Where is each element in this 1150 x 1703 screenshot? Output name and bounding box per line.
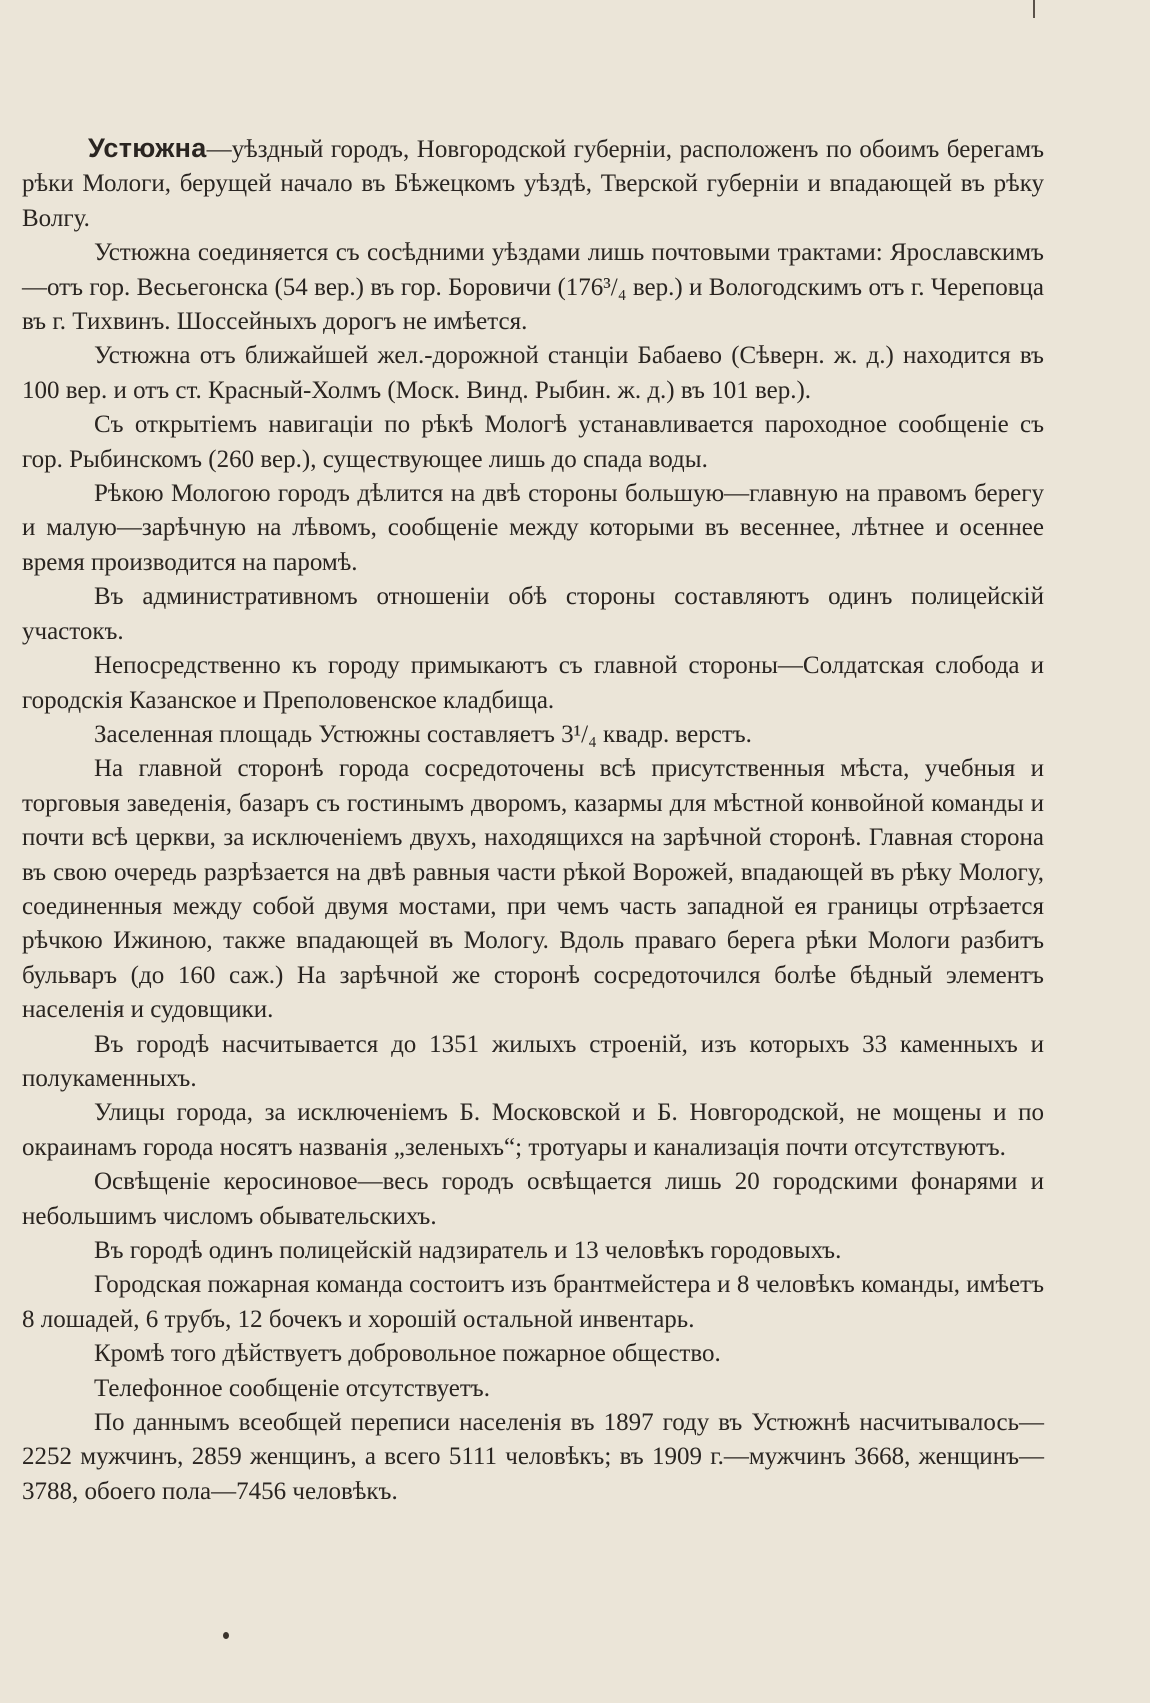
paragraph: Въ городѣ насчитывается до 1351 жилыхъ строеній, изъ которыхъ 33 каменныхъ и полукаменныхъ. [22, 1030, 1044, 1092]
title-word: Устюжна [88, 133, 207, 163]
paragraph: На главной сторонѣ города сосредоточены всѣ присутственныя мѣста, учебныя и торговыя заведенія, базаръ съ гостинымъ дворомъ, казармы для мѣстной конвойной команды и почти всѣ церкви, за исключеніемъ двухъ, находящихся на зарѣчной сторонѣ. Главная сторона въ свою очередь разрѣзается на двѣ равныя части рѣкой Ворожей, впадающей въ рѣку Мологу, соединенныя между собой двумя мостами, при чемъ часть западной ея границы отрѣзается рѣчкою Ижиною, также впадающей въ Мологу. Вдоль праваго берега рѣки Мологи разбитъ бульваръ (до 160 саж.) На зарѣчной же сторонѣ сосредоточился болѣе бѣдный элементъ населенія и судовщики. [22, 755, 1044, 1024]
intro-text: —уѣздный городъ, Новгородской губерніи, расположенъ по обоимъ берегамъ рѣки Мологи, берущей начало въ Бѣжецкомъ уѣздѣ, Тверской губерніи и впадающей въ рѣку Волгу. [22, 136, 1044, 232]
paragraph: Непосредственно къ городу примыкаютъ съ главной стороны—Солдатская слобода и городскія Казанское и Преполовенское кладбища. [22, 652, 1044, 714]
paragraph: Городская пожарная команда состоитъ изъ брантмейстера и 8 человѣкъ команды, имѣетъ 8 лошадей, 6 трубъ, 12 бочекъ и хорошій остальной инвентарь. [22, 1271, 1044, 1333]
paragraph: Кромѣ того дѣйствуетъ добровольное пожарное общество. [94, 1340, 721, 1368]
paragraph: Въ административномъ отношеніи обѣ стороны составляютъ одинъ полицейскій участокъ. [22, 583, 1044, 645]
paragraph-intro [22, 131, 1044, 236]
paragraph: Рѣкою Мологою городъ дѣлится на двѣ стороны большую—главную на правомъ берегу и малую—зарѣчную на лѣвомъ, сообщеніе между которыми въ весеннее, лѣтнее и осеннее время производится на паромѣ. [22, 480, 1044, 576]
paragraph: Освѣщеніе керосиновое—весь городъ освѣщается лишь 20 городскими фонарями и небольшимъ числомъ обывательскихъ. [22, 1168, 1044, 1230]
paragraph: Устюжна соединяется съ сосѣдними уѣздами лишь почтовыми трактами: Ярославскимъ—отъ гор. Весьегонска (54 вер.) въ гор. Боровичи (176³/₄ вер.) и Вологодскимъ отъ г. Череповца въ г. Тихвинъ. Шоссейныхъ дорогъ не имѣется. [22, 239, 1044, 336]
paragraph: Заселенная площадь Устюжны составляетъ 3¹/₄ квадр. верстъ. [94, 720, 752, 748]
ink-speck [223, 1632, 229, 1639]
page-edge-mark [1033, 0, 1035, 18]
body-text [22, 131, 1044, 1509]
paragraph: Съ открытіемъ навигаціи по рѣкѣ Мологѣ устанавливается пароходное сообщеніе съ гор. Рыбинскомъ (260 вер.), существующее лишь до спада воды. [22, 411, 1044, 473]
paragraph: Улицы города, за исключеніемъ Б. Московской и Б. Новгородской, не мощены и по окраинамъ города носятъ названія „зеленыхъ“; тротуары и канализація почти отсутствуютъ. [22, 1099, 1044, 1161]
paragraph: Устюжна отъ ближайшей жел.-дорожной станціи Бабаево (Сѣверн. ж. д.) находится въ 100 вер. и отъ ст. Красный-Холмъ (Моск. Винд. Рыбин. ж. д.) въ 101 вер.). [22, 342, 1044, 404]
paragraph: Телефонное сообщеніе отсутствуетъ. [94, 1374, 490, 1402]
paragraph: По даннымъ всеобщей переписи населенія въ 1897 году въ Устюжнѣ насчитывалось—2252 мужчинъ, 2859 женщинъ, а всего 5111 человѣкъ; въ 1909 г.—мужчинъ 3668, женщинъ—3788, обоего пола—7456 человѣкъ. [22, 1409, 1044, 1505]
paragraph: Въ городѣ одинъ полицейскій надзиратель и 13 человѣкъ городовыхъ. [94, 1237, 842, 1264]
